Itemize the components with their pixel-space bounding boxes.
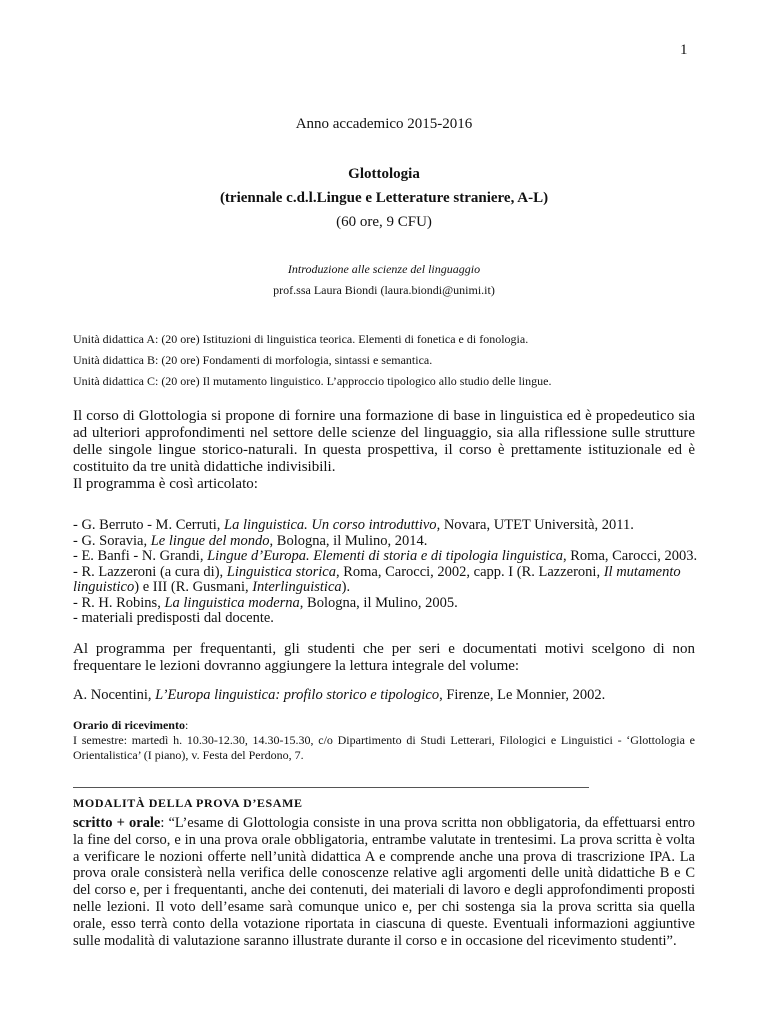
- divider: [73, 787, 589, 788]
- hours-line: (60 ore, 9 CFU): [336, 214, 432, 230]
- nonattending-reference: A. Nocentini, L’Europa linguistica: profilo storico e tipologico, Firenze, Le Monnier, 2002.: [73, 687, 606, 703]
- exam-paragraph: [73, 815, 695, 949]
- intro-paragraph: [73, 408, 695, 493]
- unit-a: Unità didattica A: (20 ore) Istituzioni di linguistica teorica. Elementi di fonetica e di fonologia.: [73, 332, 529, 346]
- degree-line: (triennale c.d.l.Lingue e Letterature straniere, A-L): [219, 190, 549, 206]
- program-line: Il programma è così articolato:: [73, 476, 258, 492]
- academic-year: Anno accademico 2015-2016: [295, 116, 473, 132]
- professor-line: prof.ssa Laura Biondi (laura.biondi@unimi.it): [273, 283, 495, 297]
- bib-item: - R. Lazzeroni (a cura di), Linguistica storica, Roma, Carocci, 2002, capp. I (R. Lazzeroni, Il mutamento: [73, 563, 681, 580]
- office-hours-label: Orario di ricevimento: [73, 718, 185, 732]
- bib-item-continued: linguistico) e III (R. Gusmani, Interlinguistica).: [73, 579, 351, 595]
- bibliography-list: [73, 517, 698, 627]
- bib-item: - R. H. Robins, La linguistica moderna, Bologna, il Mulino, 2005.: [73, 594, 458, 611]
- bib-item: - materiali predisposti dal docente.: [73, 610, 274, 626]
- office-hours: Orario di ricevimento: I semestre: martedì h. 10.30-12.30, 14.30-15.30, c/o Dipartimento di Studi Letterari, Filologici e Linguistici - ‘Glottologia e Orientalistica’ (I piano), v. Festa del Perdono, 7.: [73, 718, 695, 762]
- bib-item: - G. Berruto - M. Cerruti, La linguistica. Un corso introduttivo, Novara, UTET Università, 2011.: [73, 517, 634, 533]
- unit-c: Unità didattica C: (20 ore) Il mutamento linguistico. L’approccio tipologico allo studio delle lingue.: [73, 374, 552, 388]
- bib-item: - G. Soravia, Le lingue del mondo, Bologna, il Mulino, 2014.: [73, 532, 428, 549]
- course-title: Glottologia: [348, 166, 420, 182]
- office-hours-text: I semestre: martedì h. 10.30-12.30, 14.30-15.30, c/o Dipartimento di Studi Letterari, Filologici e Linguistici - ‘Glottologia e Orientalistica’ (I piano), v. Festa del Perdono, 7.: [73, 733, 695, 762]
- unit-b: Unità didattica B: (20 ore) Fondamenti di morfologia, sintassi e semantica.: [73, 353, 433, 367]
- course-subtitle: Introduzione alle scienze del linguaggio: [287, 262, 481, 276]
- nonattending-paragraph: Al programma per frequentanti, gli studenti che per seri e documentati motivi scelgono di non frequentare le lezioni dovranno aggiungere la lettura integrale del volume:: [73, 641, 695, 674]
- exam-text: : “L’esame di Glottologia consiste in una prova scritta non obbligatoria, da effettuarsi entro la fine del corso, e in una prova orale obbligatoria, entrambe valutate in trentesimi. La prova scritta è volta a verificare le nozioni offerte nell’unità didattica A e comprende anche una prova di trascrizione IPA. La prova orale consisterà nella verifica delle conoscenze relative agli argomenti delle unità didattiche B e C del corso e, per i frequentanti, anche dei contenuti, dei materiali di lavoro e degli approfondimenti proposti nelle lezioni. Il voto dell’esame sarà comunque unico e, per chi sostenga sia la prova scritta sia quella orale, esso terrà conto della votazione riportata in ciascuna di queste. Eventuali informazioni aggiuntive sulle modalità di valutazione saranno illustrate durante il corso e in occasione del ricevimento studenti”.: [73, 815, 695, 949]
- intro-text: Il corso di Glottologia si propone di fornire una formazione di base in linguistica ed è propedeutico sia ad ulteriori approfondimenti nel settore delle scienze del linguaggio, sia alla riflessione sulle strutture delle singole lingue storico-naturali. In questa prospettiva, il corso è prettamente istituzionale ed è costituito da tre unità didattiche indivisibili.: [73, 408, 695, 475]
- bib-item: - E. Banfi - N. Grandi, Lingue d’Europa. Elementi di storia e di tipologia linguistica, Roma, Carocci, 2003.: [73, 548, 698, 564]
- page-number: 1: [680, 42, 688, 58]
- exam-mode: scritto + orale: [73, 815, 161, 831]
- exam-heading: MODALITÀ DELLA PROVA D’ESAME: [73, 796, 303, 810]
